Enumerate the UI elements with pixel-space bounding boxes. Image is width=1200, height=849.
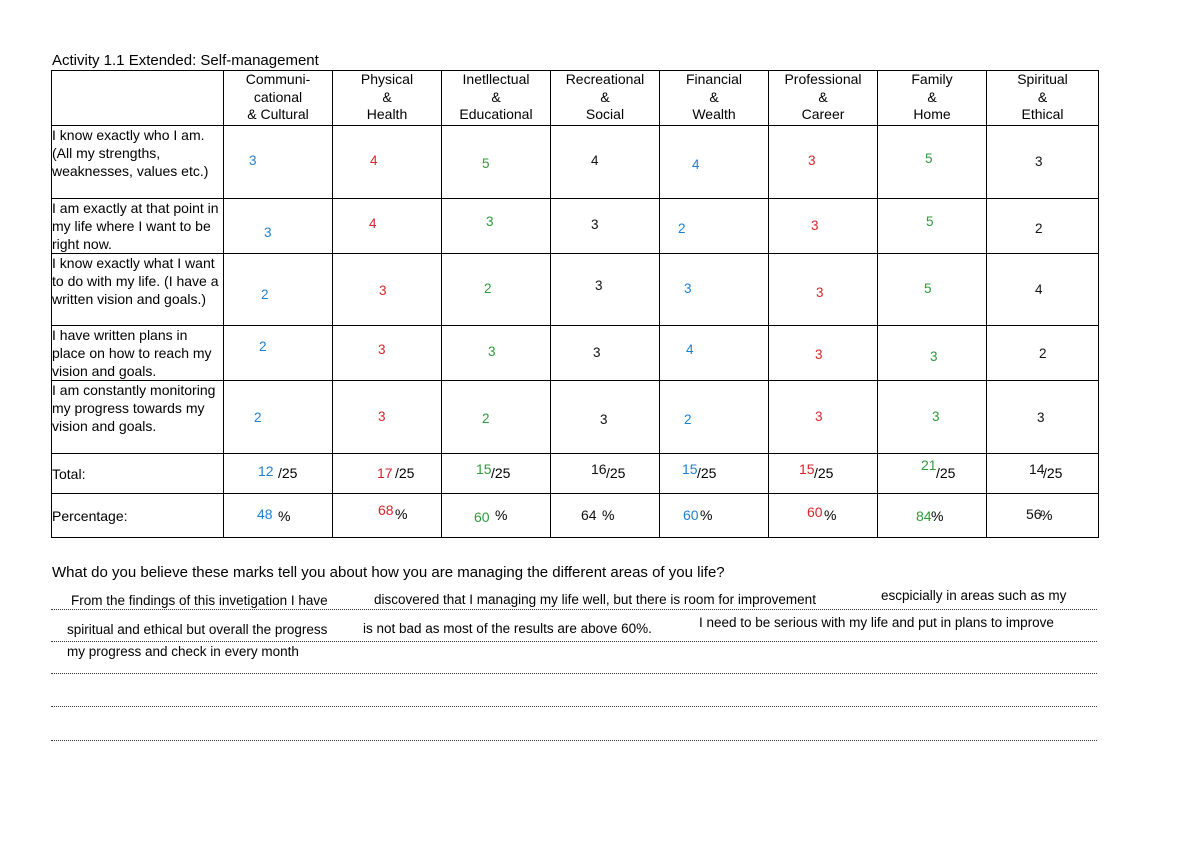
reflection-question: What do you believe these marks tell you about how you are managing the different areas of you life?: [52, 564, 725, 581]
category-header: Communi- cational & Cultural: [224, 71, 333, 126]
total-cell: 15 /25: [442, 454, 551, 494]
score-cell: 3: [224, 126, 333, 199]
score-cell: 3: [333, 381, 442, 454]
table-row: [52, 254, 1099, 326]
total-cell: 17 /25: [333, 454, 442, 494]
answer-text: escpicially in areas such as my: [881, 588, 1067, 603]
percentage-cell: 56 %: [987, 494, 1099, 538]
answer-text: spiritual and ethical but overall the progress: [67, 622, 328, 637]
score-cell: 3: [333, 254, 442, 326]
total-cell: 14 /25: [987, 454, 1099, 494]
score-cell: 3: [769, 126, 878, 199]
total-cell: 16 /25: [551, 454, 660, 494]
category-header: Inetllectual & Educational: [442, 71, 551, 126]
category-header: Spiritual & Ethical: [987, 71, 1099, 126]
answer-line: [51, 706, 1097, 707]
score-cell: 2: [660, 381, 769, 454]
score-cell: 3: [551, 381, 660, 454]
category-header: Family & Home: [878, 71, 987, 126]
percentage-cell: 48 %: [224, 494, 333, 538]
percentage-cell: 60 %: [660, 494, 769, 538]
answer-line: [51, 673, 1097, 674]
table-row: [52, 126, 1099, 199]
header-row: [52, 71, 1099, 126]
total-cell: 12 /25: [224, 454, 333, 494]
score-cell: 4: [333, 126, 442, 199]
answer-text: my progress and check in every month: [67, 644, 299, 659]
score-cell: 4: [333, 199, 442, 254]
score-cell: 3: [769, 254, 878, 326]
total-label: Total:: [52, 454, 224, 494]
score-cell: 5: [442, 126, 551, 199]
score-cell: 3: [987, 126, 1099, 199]
total-cell: 21 /25: [878, 454, 987, 494]
category-header: Financial & Wealth: [660, 71, 769, 126]
row-label: I am constantly monitoring my progress towards my vision and goals.: [52, 381, 224, 454]
category-header: Professional & Career: [769, 71, 878, 126]
self-management-table: [51, 70, 1099, 538]
score-cell: 3: [442, 199, 551, 254]
percentage-cell: 60 %: [769, 494, 878, 538]
score-cell: 3: [551, 326, 660, 381]
row-label: I have written plans in place on how to reach my vision and goals.: [52, 326, 224, 381]
answer-text: From the findings of this invetigation I have: [71, 593, 328, 608]
total-cell: 15 /25: [660, 454, 769, 494]
score-cell: 2: [224, 254, 333, 326]
score-cell: 2: [442, 381, 551, 454]
answer-text: I need to be serious with my life and put in plans to improve: [699, 615, 1054, 630]
category-header: Physical & Health: [333, 71, 442, 126]
score-cell: 3: [878, 381, 987, 454]
totals-row: [52, 454, 1099, 494]
answer-line: [51, 609, 1097, 610]
score-cell: 2: [987, 199, 1099, 254]
percentage-cell: 60 %: [442, 494, 551, 538]
answer-text: is not bad as most of the results are above 60%.: [363, 621, 652, 636]
score-cell: 3: [551, 199, 660, 254]
score-cell: 2: [660, 199, 769, 254]
score-cell: 3: [878, 326, 987, 381]
table-row: [52, 326, 1099, 381]
score-cell: 3: [442, 326, 551, 381]
score-cell: 3: [769, 381, 878, 454]
score-cell: 5: [878, 126, 987, 199]
answer-text: discovered that I managing my life well, but there is room for improvement: [374, 592, 816, 607]
score-cell: 4: [660, 326, 769, 381]
percentage-cell: 84 %: [878, 494, 987, 538]
score-cell: 2: [224, 381, 333, 454]
score-cell: 3: [769, 199, 878, 254]
category-header: Recreational & Social: [551, 71, 660, 126]
table-row: [52, 381, 1099, 454]
row-label: I know exactly who I am. (All my strengths, weaknesses, values etc.): [52, 126, 224, 199]
row-label: I know exactly what I want to do with my life. (I have a written vision and goals.): [52, 254, 224, 326]
score-cell: 5: [878, 199, 987, 254]
corner-cell: [52, 71, 224, 126]
total-cell: 15 /25: [769, 454, 878, 494]
score-cell: 3: [660, 254, 769, 326]
percentage-row: [52, 494, 1099, 538]
percentage-label: Percentage:: [52, 494, 224, 538]
answer-line: [51, 641, 1097, 642]
score-cell: 3: [551, 254, 660, 326]
row-label: I am exactly at that point in my life where I want to be right now.: [52, 199, 224, 254]
score-cell: 4: [987, 254, 1099, 326]
score-cell: 2: [987, 326, 1099, 381]
score-cell: 2: [224, 326, 333, 381]
score-cell: 3: [224, 199, 333, 254]
score-cell: 3: [987, 381, 1099, 454]
score-cell: 3: [769, 326, 878, 381]
score-cell: 5: [878, 254, 987, 326]
page-title: Activity 1.1 Extended: Self-management: [52, 52, 319, 69]
answer-line: [51, 740, 1097, 741]
percentage-cell: 64 %: [551, 494, 660, 538]
score-cell: 4: [660, 126, 769, 199]
score-cell: 2: [442, 254, 551, 326]
percentage-cell: 68 %: [333, 494, 442, 538]
score-cell: 3: [333, 326, 442, 381]
table-row: [52, 199, 1099, 254]
score-cell: 4: [551, 126, 660, 199]
